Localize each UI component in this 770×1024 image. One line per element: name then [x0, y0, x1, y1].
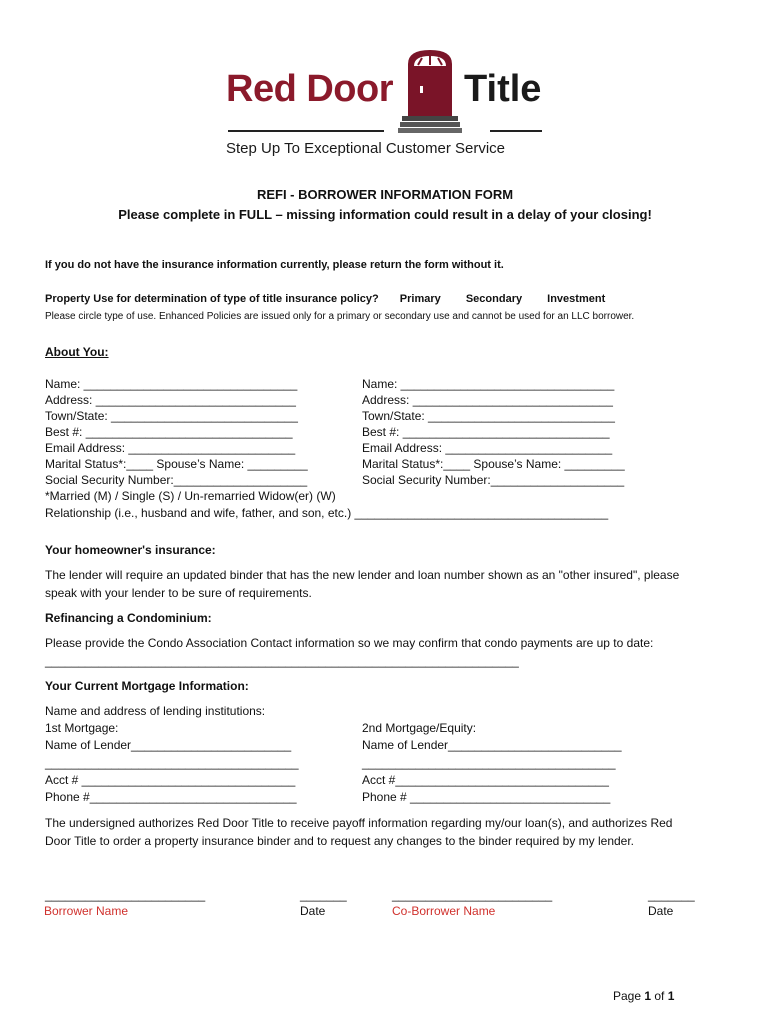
option-investment[interactable]: Investment — [547, 293, 606, 305]
logo-left-text: Red Door — [226, 68, 393, 110]
borrower-phone-field[interactable]: Best #: _______________________________ — [45, 425, 293, 439]
borrower-address-field[interactable]: Address: ______________________________ — [45, 393, 296, 407]
authorization-text-2: Door Title to order a property insurance binder and to request any changes to the binder required by my lender. — [45, 834, 635, 848]
borrower-ssn-field[interactable]: Social Security Number:____________________ — [45, 473, 308, 487]
coborrower-town-field[interactable]: Town/State: ____________________________ — [362, 409, 615, 423]
mortgage-heading: Your Current Mortgage Information: — [45, 679, 249, 693]
page-number: Page 1 of 1 — [613, 989, 675, 1003]
company-logo — [222, 42, 547, 162]
borrower-name-label: Borrower Name — [44, 904, 129, 918]
borrower-signature-line[interactable]: ________________________ — [45, 888, 206, 902]
red-door-icon — [398, 46, 462, 136]
authorization-text-1: The undersigned authorizes Red Door Title to receive payoff information regarding my/our loan(s), and authorizes Red — [45, 816, 673, 830]
coborrower-marital-field[interactable]: Marital Status*:____ Spouse’s Name: _________ — [362, 457, 625, 471]
borrower-marital-field[interactable]: Marital Status*:____ Spouse’s Name: _________ — [45, 457, 308, 471]
first-lender-field[interactable]: Name of Lender________________________ — [45, 738, 292, 752]
mortgage-intro: Name and address of lending institutions: — [45, 704, 266, 718]
about-you-heading: About You: — [45, 345, 109, 359]
borrower-name-field[interactable]: Name: ________________________________ — [45, 377, 298, 391]
logo-right-text: Title — [464, 68, 542, 110]
logo-tagline: Step Up To Exceptional Customer Service — [226, 140, 506, 157]
coborrower-name-label: Co-Borrower Name — [392, 904, 496, 918]
coborrower-email-field[interactable]: Email Address: _________________________ — [362, 441, 613, 455]
form-title: REFI - BORROWER INFORMATION FORM — [256, 187, 514, 202]
property-use-note: Please circle type of use. Enhanced Policies are issued only for a primary or secondary use and cannot be used for an LLC borrower. — [45, 311, 635, 322]
first-acct-field[interactable]: Acct # ________________________________ — [45, 773, 296, 787]
borrower-date-line[interactable]: _______ — [300, 888, 347, 902]
borrower-date-label: Date — [300, 904, 326, 918]
borrower-town-field[interactable]: Town/State: ____________________________ — [45, 409, 298, 423]
borrower-email-field[interactable]: Email Address: _________________________ — [45, 441, 296, 455]
homeowners-text-2: speak with your lender to be sure of requirements. — [45, 586, 312, 600]
second-phone-field[interactable]: Phone # ______________________________ — [362, 790, 611, 804]
option-secondary[interactable]: Secondary — [465, 293, 523, 305]
second-lender-field[interactable]: Name of Lender__________________________ — [362, 738, 622, 752]
second-mortgage-title: 2nd Mortgage/Equity: — [362, 721, 477, 735]
coborrower-signature-line[interactable]: ________________________ — [392, 888, 553, 902]
first-lender-blank[interactable]: ______________________________________ — [45, 756, 299, 770]
coborrower-phone-field[interactable]: Best #: _______________________________ — [362, 425, 610, 439]
logo-rule-left — [228, 130, 384, 132]
second-acct-field[interactable]: Acct #________________________________ — [362, 773, 609, 787]
marital-status-note: *Married (M) / Single (S) / Un-remarried Widow(er) (W) — [45, 489, 336, 503]
first-mortgage-title: 1st Mortgage: — [45, 721, 119, 735]
second-lender-blank[interactable]: ______________________________________ — [362, 756, 616, 770]
coborrower-ssn-field[interactable]: Social Security Number:____________________ — [362, 473, 625, 487]
option-primary[interactable]: Primary — [399, 293, 441, 305]
condo-heading: Refinancing a Condominium: — [45, 611, 212, 625]
homeowners-text-1: The lender will require an updated binder that has the new lender and loan number shown as an "other insured", please — [45, 568, 680, 582]
logo-rule-right — [490, 130, 542, 132]
relationship-field[interactable]: Relationship (i.e., husband and wife, father, and son, etc.) ______________________________________ — [45, 506, 609, 520]
coborrower-name-field[interactable]: Name: ________________________________ — [362, 377, 615, 391]
property-use-label: Property Use for determination of type of title insurance policy? — [45, 293, 379, 305]
coborrower-date-label: Date — [648, 904, 674, 918]
condo-contact-field[interactable]: _______________________________________________________________________ — [45, 654, 519, 668]
first-phone-field[interactable]: Phone #_______________________________ — [45, 790, 297, 804]
coborrower-address-field[interactable]: Address: ______________________________ — [362, 393, 613, 407]
condo-text: Please provide the Condo Association Contact information so we may confirm that condo payments are up to date: — [45, 636, 654, 650]
homeowners-heading: Your homeowner's insurance: — [45, 543, 216, 557]
form-subtitle: Please complete in FULL – missing information could result in a delay of your closing! — [118, 207, 652, 222]
coborrower-date-line[interactable]: _______ — [648, 888, 695, 902]
property-use-row — [45, 293, 605, 305]
insurance-notice: If you do not have the insurance information currently, please return the form without it. — [45, 259, 504, 271]
